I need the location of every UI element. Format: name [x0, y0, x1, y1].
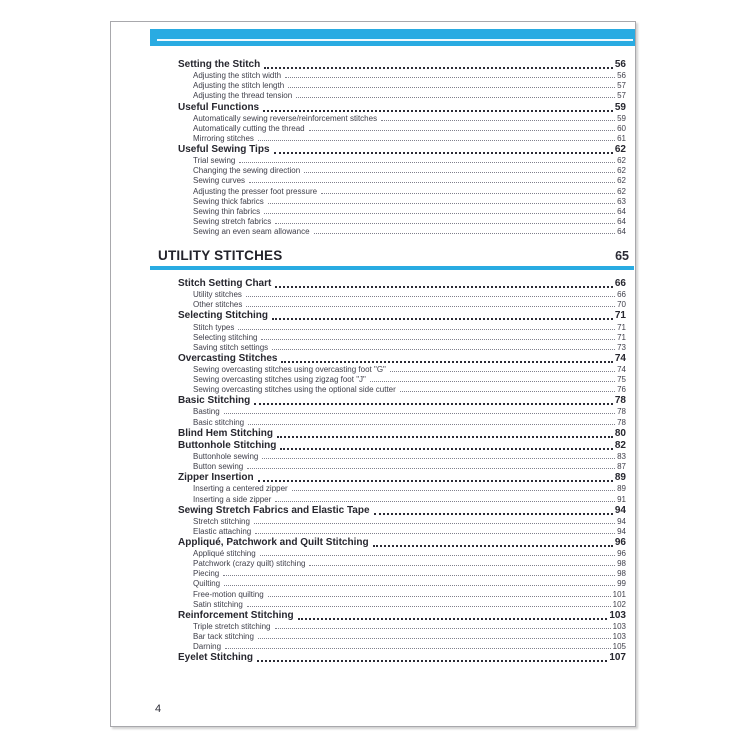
toc-entry: [178, 493, 626, 503]
dotted-leader: [373, 545, 613, 547]
toc-entry: [178, 578, 626, 588]
dotted-leader: [263, 110, 613, 112]
dotted-leader: [268, 596, 611, 597]
page-number: 4: [155, 703, 162, 715]
dotted-leader: [309, 565, 615, 566]
toc-entry-label: Buttonhole sewing: [193, 452, 259, 462]
toc-entry-label: Mirroring stitches: [193, 133, 254, 143]
dotted-leader: [247, 606, 611, 607]
toc-entry: [178, 631, 626, 641]
toc-entry-label: Stitch Setting Chart: [178, 278, 272, 290]
dotted-leader: [275, 286, 613, 288]
toc-entry-label: Sewing overcasting stitches using the optional side cutter: [193, 385, 396, 395]
toc-entry-page: 64: [617, 206, 626, 216]
toc-entry-label: Selecting stitching: [193, 332, 258, 342]
toc-entry-label: Adjusting the thread tension: [193, 91, 293, 101]
toc-entry-label: Basic stitching: [193, 417, 245, 427]
toc-entry-label: Adjusting the stitch length: [193, 81, 285, 91]
header-bar-line: [157, 39, 633, 41]
toc-entry: [178, 289, 626, 299]
toc-entry: [178, 471, 626, 483]
toc-entry-label: Zipper Insertion: [178, 472, 254, 484]
toc-entry-page: 57: [617, 81, 626, 91]
toc-entry: [178, 277, 626, 289]
toc-entry-label: Stitch types: [193, 322, 235, 332]
toc-entry-page: 102: [612, 599, 626, 609]
toc-entry: [178, 374, 626, 384]
toc-entry-label: Darning: [193, 642, 222, 652]
toc-entry-label: Sewing overcasting stitches using zigzag foot "J": [193, 375, 366, 385]
toc-entry-page: 62: [617, 156, 626, 166]
toc-entry-page: 57: [617, 91, 626, 101]
dotted-leader: [255, 533, 615, 534]
toc-entry: [178, 299, 626, 309]
toc-entry: [178, 406, 626, 416]
chapter-page-number: 65: [615, 248, 629, 263]
dotted-leader: [400, 391, 615, 392]
dotted-leader: [292, 490, 615, 491]
toc-entry-page: 61: [617, 133, 626, 143]
dotted-leader: [258, 638, 611, 639]
toc-entry: [178, 384, 626, 394]
toc-entry-page: 94: [617, 516, 626, 526]
toc-entry-page: 64: [617, 226, 626, 236]
dotted-leader: [374, 513, 613, 515]
dotted-leader: [246, 296, 615, 297]
dotted-leader: [248, 424, 615, 425]
toc-entry-label: Basting: [193, 407, 220, 417]
toc-entry-page: 87: [617, 462, 626, 472]
dotted-leader: [275, 628, 611, 629]
toc-entry-page: 66: [614, 278, 626, 290]
toc-entry-label: Triple stretch stitching: [193, 621, 271, 631]
toc-entry: [178, 332, 626, 342]
toc-entry-label: Inserting a centered zipper: [193, 484, 288, 494]
toc-entry-page: 107: [609, 652, 626, 664]
toc-entry: [178, 216, 626, 226]
toc-entry: [178, 113, 626, 123]
toc-entry-label: Buttonhole Stitching: [178, 439, 277, 451]
toc-entry-page: 105: [612, 642, 626, 652]
toc-entry-page: 59: [617, 113, 626, 123]
toc-entry: [178, 309, 626, 321]
toc-entry-page: 62: [617, 176, 626, 186]
toc-entry-page: 75: [617, 375, 626, 385]
toc-entry: [178, 526, 626, 536]
toc-entry-page: 78: [617, 407, 626, 417]
toc-entry-page: 98: [617, 559, 626, 569]
toc-entry-label: Quilting: [193, 579, 221, 589]
dotted-leader: [238, 329, 615, 330]
toc-entry: [178, 641, 626, 651]
toc-entry: [178, 58, 626, 70]
toc-entry-page: 96: [617, 549, 626, 559]
toc-entry-page: 89: [617, 484, 626, 494]
toc-entry-page: 91: [617, 494, 626, 504]
dotted-leader: [281, 361, 612, 363]
toc-entry-label: Patchwork (crazy quilt) stitching: [193, 559, 306, 569]
toc-entry-page: 98: [617, 569, 626, 579]
toc-entry-page: 101: [612, 589, 626, 599]
toc-entry: [178, 516, 626, 526]
dotted-leader: [246, 306, 615, 307]
toc-entry-page: 66: [617, 290, 626, 300]
toc-entry-label: Trial sewing: [193, 156, 236, 166]
toc-entry: [178, 155, 626, 165]
toc-entry: [178, 558, 626, 568]
toc-entry-page: 62: [617, 166, 626, 176]
toc-entry-label: Basic Stitching: [178, 395, 251, 407]
toc-entry: [178, 90, 626, 100]
toc-entry: [178, 364, 626, 374]
dotted-leader: [277, 436, 613, 438]
toc-entry-page: 64: [617, 216, 626, 226]
toc-entry: [178, 439, 626, 451]
toc-entry-label: Changing the sewing direction: [193, 166, 301, 176]
dotted-leader: [288, 87, 615, 88]
dotted-leader: [285, 77, 615, 78]
toc-entry-page: 78: [617, 417, 626, 427]
toc-entry-label: Elastic attaching: [193, 526, 252, 536]
toc-entry: [178, 165, 626, 175]
dotted-leader: [381, 120, 615, 121]
toc-entry-page: 74: [617, 365, 626, 374]
toc-entry: [178, 80, 626, 90]
toc-entry-label: Sewing curves: [193, 176, 246, 186]
toc-entry: [178, 100, 626, 112]
dotted-leader: [260, 555, 615, 556]
dotted-leader: [390, 371, 615, 372]
toc-entry-page: 71: [614, 310, 626, 322]
toc-entry-label: Other stitches: [193, 300, 243, 310]
chapter-title: UTILITY STITCHES: [158, 247, 283, 263]
toc-entry: [178, 352, 626, 364]
dotted-leader: [298, 618, 608, 620]
toc-entry-page: 71: [617, 332, 626, 342]
toc-entry-page: 73: [617, 342, 626, 352]
toc-entry-label: Sewing overcasting stitches using overcasting foot "G": [193, 365, 386, 374]
dotted-leader: [262, 458, 615, 459]
toc-entry: [178, 342, 626, 352]
toc-entry-label: Stretch stitching: [193, 516, 250, 526]
toc-entry: [178, 548, 626, 558]
dotted-leader: [274, 152, 613, 154]
toc-entry-label: Reinforcement Stitching: [178, 609, 294, 621]
dotted-leader: [247, 468, 615, 469]
toc-entry: [178, 143, 626, 155]
toc-entry: [178, 70, 626, 80]
dotted-leader: [254, 523, 615, 524]
toc-entry: [178, 416, 626, 426]
toc-entry: [178, 536, 626, 548]
toc-entry-label: Piecing: [193, 569, 220, 579]
manual-page: [110, 21, 636, 727]
toc-entry-label: Automatically cutting the thread: [193, 123, 305, 133]
toc-entry-label: Automatically sewing reverse/reinforcement stitches: [193, 113, 378, 123]
toc-entry: [178, 196, 626, 206]
toc-entry-page: 71: [617, 322, 626, 332]
toc-entry: [178, 599, 626, 609]
toc-entry-label: Inserting a side zipper: [193, 494, 272, 504]
toc-entry-page: 76: [617, 385, 626, 395]
toc-entry: [178, 133, 626, 143]
toc-entry-label: Sewing thick fabrics: [193, 196, 264, 206]
header-bar: [150, 29, 635, 46]
toc-entry-label: Sewing an even seam allowance: [193, 226, 310, 236]
dotted-leader: [224, 413, 615, 414]
dotted-leader: [249, 182, 615, 183]
dotted-leader: [272, 318, 613, 320]
dotted-leader: [275, 223, 615, 224]
toc-entry-page: 94: [614, 504, 626, 516]
toc-entry-page: 59: [614, 101, 626, 113]
dotted-leader: [257, 660, 607, 662]
toc-entry-page: 96: [614, 537, 626, 549]
toc-entry: [178, 451, 626, 461]
dotted-leader: [314, 233, 616, 234]
toc-entry-label: Saving stitch settings: [193, 342, 269, 352]
dotted-leader: [370, 381, 615, 382]
dotted-leader: [225, 648, 611, 649]
toc-entry-page: 103: [609, 609, 626, 621]
dotted-leader: [309, 130, 615, 131]
toc-entry: [178, 175, 626, 185]
dotted-leader: [296, 97, 615, 98]
table-of-contents: [158, 58, 629, 664]
dotted-leader: [254, 403, 613, 405]
dotted-leader: [304, 172, 615, 173]
toc-entry: [178, 609, 626, 621]
dotted-leader: [264, 67, 613, 69]
toc-entry: [178, 427, 626, 439]
dotted-leader: [224, 585, 615, 586]
toc-entry-label: Appliqué, Patchwork and Quilt Stitching: [178, 537, 369, 549]
toc-entry-label: Bar tack stitching: [193, 632, 254, 641]
toc-entry-page: 82: [614, 439, 626, 451]
toc-entry: [178, 651, 626, 663]
toc-entry-label: Utility stitches: [193, 290, 242, 300]
toc-entry: [178, 226, 626, 236]
dotted-leader: [261, 339, 615, 340]
toc-entry-label: Appliqué stitching: [193, 549, 256, 559]
toc-entry: [178, 588, 626, 598]
toc-entry: [178, 483, 626, 493]
toc-entry-label: Selecting Stitching: [178, 310, 269, 322]
toc-entry-label: Free-motion quilting: [193, 589, 264, 599]
toc-entry-label: Adjusting the stitch width: [193, 71, 282, 81]
toc-entry-label: Overcasting Stitches: [178, 352, 278, 364]
dotted-leader: [275, 501, 615, 502]
toc-entry-label: Satin stitching: [193, 599, 243, 609]
toc-entry-label: Useful Functions: [178, 101, 260, 113]
toc-entry-label: Adjusting the presser foot pressure: [193, 186, 318, 196]
toc-entry: [178, 568, 626, 578]
toc-entry: [178, 185, 626, 195]
chapter-rule: [150, 266, 634, 270]
toc-entry-page: 62: [614, 144, 626, 156]
dotted-leader: [258, 480, 613, 482]
dotted-leader: [223, 575, 615, 576]
dotted-leader: [321, 193, 615, 194]
dotted-leader: [258, 140, 615, 141]
toc-entry-label: Useful Sewing Tips: [178, 144, 270, 156]
toc-entry-label: Sewing thin fabrics: [193, 206, 261, 216]
toc-entry: [178, 394, 626, 406]
toc-entry-label: Eyelet Stitching: [178, 652, 254, 664]
toc-entry-label: Setting the Stitch: [178, 59, 261, 71]
toc-entry-page: 89: [614, 472, 626, 484]
toc-entry-page: 103: [612, 621, 626, 631]
toc-entry-page: 63: [617, 196, 626, 206]
toc-entry-page: 80: [614, 427, 626, 439]
toc-entry: [178, 123, 626, 133]
toc-entry-page: 70: [617, 300, 626, 310]
toc-entry-page: 94: [617, 526, 626, 536]
toc-entry-label: Sewing Stretch Fabrics and Elastic Tape: [178, 504, 370, 516]
toc-entry-page: 78: [614, 395, 626, 407]
toc-entry-page: 62: [617, 186, 626, 196]
dotted-leader: [264, 213, 615, 214]
toc-entry-label: Button sewing: [193, 462, 244, 472]
toc-entry: [178, 504, 626, 516]
chapter-heading: [150, 248, 634, 270]
toc-entry-page: 56: [614, 59, 626, 71]
dotted-leader: [268, 203, 615, 204]
toc-entry-label: Blind Hem Stitching: [178, 427, 273, 439]
toc-entry-label: Sewing stretch fabrics: [193, 216, 272, 226]
toc-entry-page: 60: [617, 123, 626, 133]
toc-entry-page: 83: [617, 452, 626, 462]
toc-entry: [178, 206, 626, 216]
toc-entry: [178, 321, 626, 331]
dotted-leader: [272, 349, 615, 350]
toc-entry-page: 56: [617, 71, 626, 81]
toc-entry-page: 99: [617, 579, 626, 589]
toc-entry: [178, 621, 626, 631]
dotted-leader: [280, 448, 613, 450]
dotted-leader: [239, 162, 615, 163]
toc-entry: [178, 461, 626, 471]
toc-entry-page: 74: [614, 352, 626, 364]
toc-entry-page: 103: [612, 632, 626, 641]
